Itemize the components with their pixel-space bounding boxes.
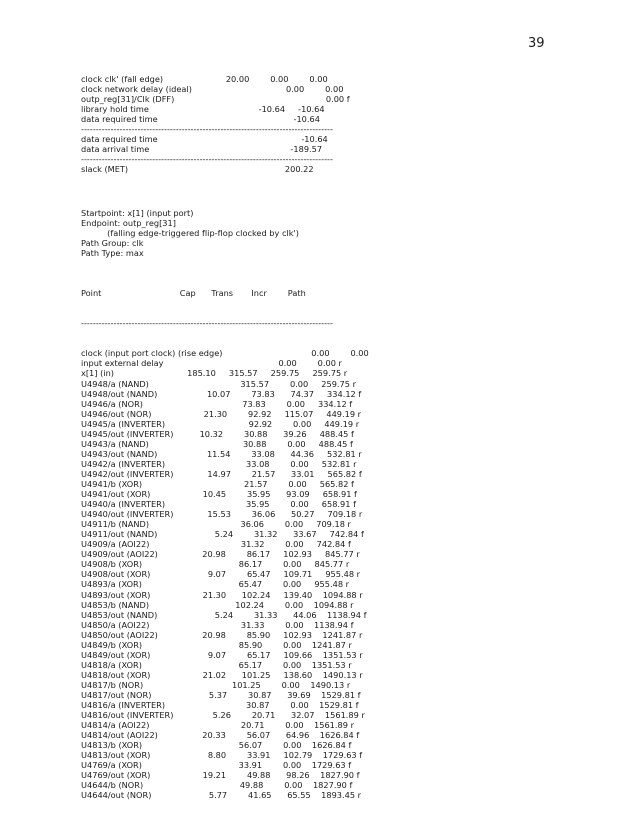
table-row: U4769/out (XOR) 19.21 49.88 98.26 1827.90 f	[81, 770, 360, 781]
table-header: Point Cap Trans Incr Path	[81, 288, 306, 299]
table-row: U4818/a (XOR) 65.17 0.00 1351.53 r	[81, 659, 352, 670]
table-rows	[81, 348, 369, 800]
table-row: U4853/b (NAND) 102.24 0.00 1094.88 r	[81, 599, 354, 610]
path-header-line: (falling edge-triggered flip-flop clocked by clk')	[81, 228, 299, 239]
table-row: U4943/a (NAND) 30.88 0.00 488.45 f	[81, 438, 353, 449]
timing-summary-line: -------------------------------------------------------------------------------------	[81, 154, 333, 165]
table-row: clock (input port clock) (rise edge) 0.00 0.00	[81, 348, 369, 359]
table-row: U4941/b (XOR) 21.57 0.00 565.82 f	[81, 478, 354, 489]
table-row: U4816/out (INVERTER) 5.26 20.71 32.07 1561.89 r	[81, 710, 365, 721]
table-row: U4849/out (XOR) 9.07 65.17 109.66 1351.53 r	[81, 649, 363, 660]
table-row: U4948/a (NAND) 315.57 0.00 259.75 r	[81, 378, 356, 389]
table-row: U4850/out (AOI22) 20.98 85.90 102.93 1241.87 r	[81, 629, 363, 640]
table-row: U4813/out (XOR) 8.80 33.91 102.79 1729.63 f	[81, 750, 363, 761]
table-row: U4853/out (NAND) 5.24 31.33 44.06 1138.94 f	[81, 609, 367, 620]
table-row: U4816/a (INVERTER) 30.87 0.00 1529.81 f	[81, 700, 359, 711]
table-row: U4893/a (XOR) 65.47 0.00 955.48 r	[81, 579, 350, 590]
table-row: U4850/a (AOI22) 31.33 0.00 1138.94 f	[81, 619, 354, 630]
timing-summary-line: data required time -10.64	[81, 134, 328, 145]
timing-summary-line: slack (MET) 200.22	[81, 164, 314, 175]
table-row: U4644/b (NOR) 49.88 0.00 1827.90 f	[81, 780, 353, 791]
table-row: U4893/out (XOR) 21.30 102.24 139.40 1094.88 r	[81, 589, 363, 600]
table-row: U4942/a (INVERTER) 33.08 0.00 532.81 r	[81, 458, 357, 469]
table-row: U4814/out (AOI22) 20.33 56.07 64.96 1626.84 f	[81, 730, 360, 741]
table-row: U4817/b (NOR) 101.25 0.00 1490.13 r	[81, 679, 351, 690]
table-row: U4813/b (XOR) 56.07 0.00 1626.84 f	[81, 740, 352, 751]
table-row: U4940/a (INVERTER) 35.95 0.00 658.91 f	[81, 499, 356, 510]
table-row: U4942/out (INVERTER) 14.97 21.57 33.01 565.82 f	[81, 468, 362, 479]
table-row: U4909/out (AOI22) 20.98 86.17 102.93 845.77 r	[81, 549, 360, 560]
table-row: U4908/out (XOR) 9.07 65.47 109.71 955.48 r	[81, 569, 361, 580]
timing-summary-block	[81, 74, 350, 174]
table-row: U4644/out (NOR) 5.77 41.65 65.55 1893.45 r	[81, 790, 362, 801]
table-row: U4911/b (NAND) 36.06 0.00 709.18 r	[81, 519, 351, 530]
table-row: U4945/out (INVERTER) 10.32 30.88 39.26 488.45 f	[81, 428, 354, 439]
path-header-block	[81, 208, 299, 258]
table-row: U4946/a (NOR) 73.83 0.00 334.12 f	[81, 398, 353, 409]
table-row: input external delay 0.00 0.00 r	[81, 358, 342, 369]
table-row: U4941/out (XOR) 10.45 35.95 93.09 658.91 f	[81, 489, 357, 500]
path-header-line: Endpoint: outp_reg[31]	[81, 218, 176, 229]
table-row: x[1] (in) 185.10 315.57 259.75 259.75 r	[81, 368, 348, 379]
table-row: U4909/a (AOI22) 31.32 0.00 742.84 f	[81, 539, 351, 550]
table-row: U4945/a (INVERTER) 92.92 0.00 449.19 r	[81, 418, 360, 429]
table-row: U4943/out (NAND) 11.54 33.08 44.36 532.81 r	[81, 448, 362, 459]
timing-summary-line: clock clk' (fall edge) 20.00 0.00 0.00	[81, 74, 328, 84]
table-row: U4911/out (NAND) 5.24 31.32 33.67 742.84 f	[81, 529, 364, 540]
path-header-line: Path Group: clk	[81, 238, 144, 249]
table-row: U4814/a (AOI22) 20.71 0.00 1561.89 r	[81, 720, 354, 731]
path-header-line: Path Type: max	[81, 248, 144, 259]
timing-summary-line: data arrival time -189.57	[81, 144, 323, 155]
timing-summary-line: library hold time -10.64 -10.64	[81, 104, 325, 115]
table-divider: -------------------------------------------------------------------------------------	[81, 318, 333, 329]
page-number: 39	[528, 36, 545, 51]
table-row: U4817/out (NOR) 5.37 30.87 39.69 1529.81 f	[81, 689, 361, 700]
table-row: U4849/b (XOR) 85.90 0.00 1241.87 r	[81, 639, 352, 650]
timing-summary-line: outp_reg[31]/Clk (DFF) 0.00 f	[81, 94, 350, 105]
table-row: U4940/out (INVERTER) 15.53 36.06 50.27 709.18 r	[81, 509, 363, 520]
path-header-line: Startpoint: x[1] (input port)	[81, 208, 194, 218]
timing-table	[81, 268, 369, 821]
table-row: U4908/b (XOR) 86.17 0.00 845.77 r	[81, 559, 350, 570]
table-row: U4948/out (NAND) 10.07 73.83 74.37 334.12 f	[81, 388, 362, 399]
table-row: U4946/out (NOR) 21.30 92.92 115.07 449.19 r	[81, 408, 362, 419]
timing-summary-line: -------------------------------------------------------------------------------------	[81, 124, 333, 135]
timing-summary-line: clock network delay (ideal) 0.00 0.00	[81, 84, 344, 95]
timing-summary-line: data required time -10.64	[81, 114, 320, 125]
table-row: U4769/a (XOR) 33.91 0.00 1729.63 f	[81, 760, 352, 771]
table-row: U4818/out (XOR) 21.02 101.25 138.60 1490.13 r	[81, 669, 363, 680]
